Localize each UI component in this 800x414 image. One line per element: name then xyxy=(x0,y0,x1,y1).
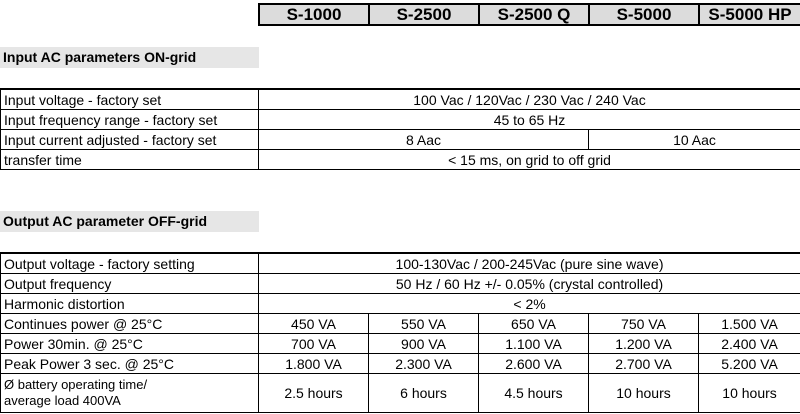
cell-value: 1.800 VA xyxy=(259,354,369,374)
row-label: Power 30min. @ 25°C xyxy=(1,334,259,354)
row-value-a: 8 Aac xyxy=(259,130,589,150)
row-label: Output frequency xyxy=(1,274,259,294)
cell-value: 450 VA xyxy=(259,314,369,334)
output-table xyxy=(0,252,800,413)
row-value: 50 Hz / 60 Hz +/- 0.05% (crystal controlled) xyxy=(259,274,800,294)
row-label: Continues power @ 25°C xyxy=(1,314,259,334)
model-s2500q: S-2500 Q xyxy=(478,3,590,26)
table-row xyxy=(1,354,800,374)
row-label: transfer time xyxy=(1,150,259,170)
row-value: < 2% xyxy=(259,294,800,314)
table-row xyxy=(1,294,800,314)
table-row xyxy=(1,374,800,413)
cell-value: 1.500 VA xyxy=(699,314,800,334)
cell-value: 5.200 VA xyxy=(699,354,800,374)
model-header xyxy=(258,3,800,26)
row-label-line2: average load 400VA xyxy=(4,393,121,408)
cell-value: 2.5 hours xyxy=(259,374,369,413)
row-value: < 15 ms, on grid to off grid xyxy=(259,150,800,170)
row-label: Output voltage - factory setting xyxy=(1,253,259,274)
cell-value: 4.5 hours xyxy=(479,374,589,413)
row-label: Input voltage - factory set xyxy=(1,89,259,110)
cell-value: 10 hours xyxy=(699,374,800,413)
cell-value: 10 hours xyxy=(589,374,699,413)
model-s5000: S-5000 xyxy=(588,3,700,26)
cell-value: 750 VA xyxy=(589,314,699,334)
table-row xyxy=(1,274,800,294)
cell-value: 2.700 VA xyxy=(589,354,699,374)
table-row xyxy=(1,253,800,274)
row-label: Harmonic distortion xyxy=(1,294,259,314)
cell-value: 1.200 VA xyxy=(589,334,699,354)
model-s1000: S-1000 xyxy=(258,3,370,26)
table-row xyxy=(1,130,800,150)
cell-value: 550 VA xyxy=(369,314,479,334)
cell-value: 2.600 VA xyxy=(479,354,589,374)
row-label-line1: Ø battery operating time/ xyxy=(4,377,148,392)
row-label: Input frequency range - factory set xyxy=(1,110,259,130)
table-row xyxy=(1,314,800,334)
cell-value: 2.400 VA xyxy=(699,334,800,354)
row-label: Input current adjusted - factory set xyxy=(1,130,259,150)
output-section-title: Output AC parameter OFF-grid xyxy=(0,211,259,232)
input-table xyxy=(0,88,800,170)
cell-value: 700 VA xyxy=(259,334,369,354)
cell-value: 650 VA xyxy=(479,314,589,334)
row-value: 100 Vac / 120Vac / 230 Vac / 240 Vac xyxy=(259,89,800,110)
row-value: 45 to 65 Hz xyxy=(259,110,800,130)
row-label xyxy=(1,374,259,413)
model-s5000hp: S-5000 HP xyxy=(698,3,800,26)
table-row xyxy=(1,150,800,170)
model-s2500: S-2500 xyxy=(368,3,480,26)
table-row xyxy=(1,89,800,110)
row-value-b: 10 Aac xyxy=(589,130,800,150)
table-row xyxy=(1,110,800,130)
input-section-title: Input AC parameters ON-grid xyxy=(0,47,259,68)
cell-value: 1.100 VA xyxy=(479,334,589,354)
row-label: Peak Power 3 sec. @ 25°C xyxy=(1,354,259,374)
row-value: 100-130Vac / 200-245Vac (pure sine wave) xyxy=(259,253,800,274)
cell-value: 6 hours xyxy=(369,374,479,413)
cell-value: 900 VA xyxy=(369,334,479,354)
cell-value: 2.300 VA xyxy=(369,354,479,374)
table-row xyxy=(1,334,800,354)
